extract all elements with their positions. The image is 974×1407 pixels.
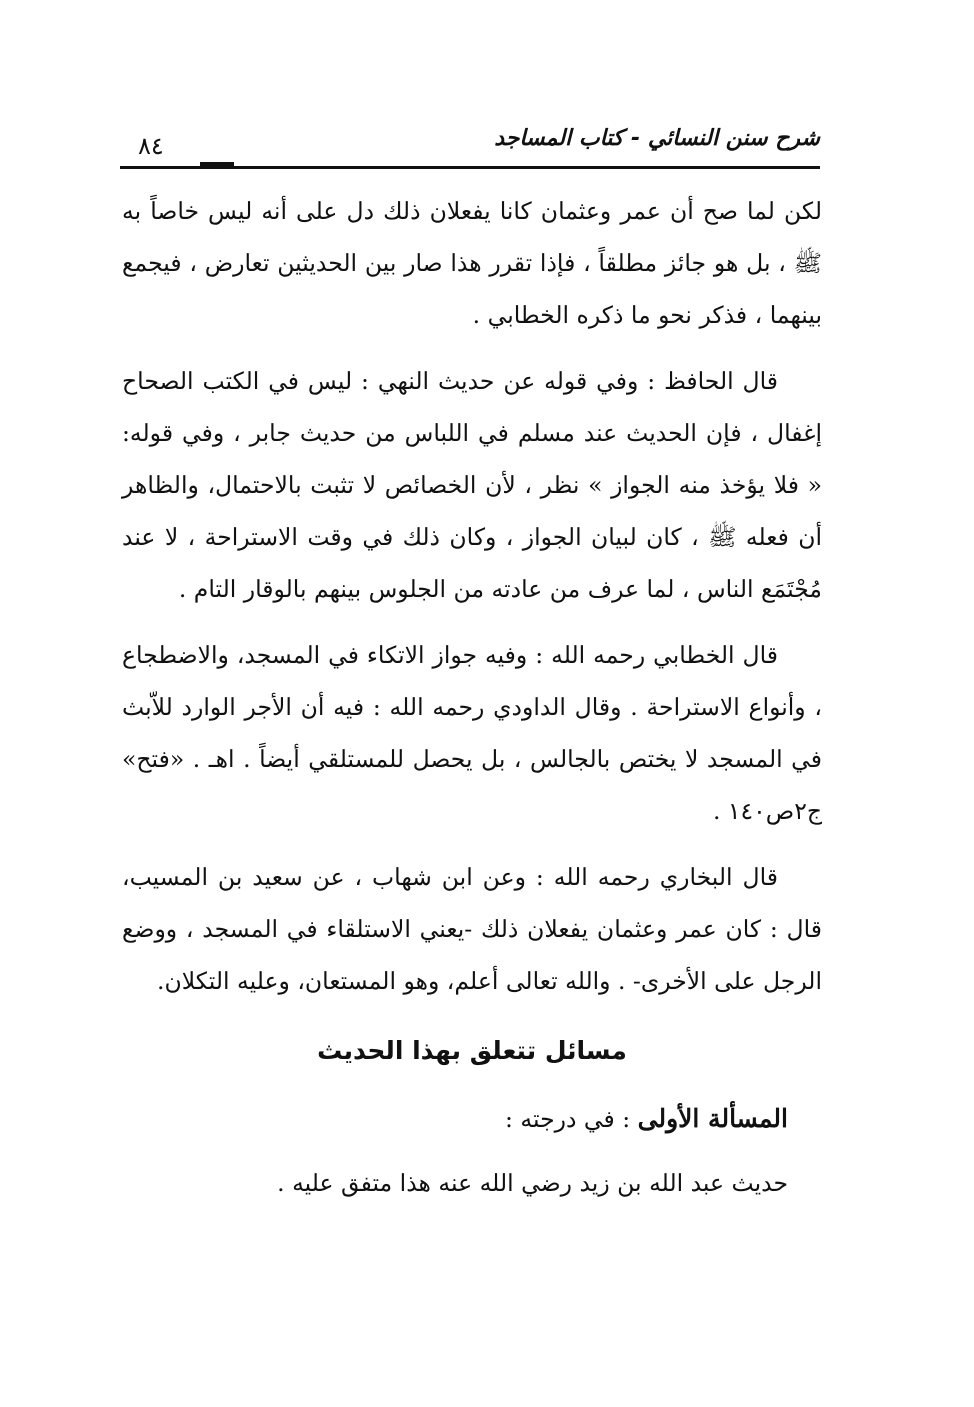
paragraph-1: لكن لما صح أن عمر وعثمان كانا يفعلان ذلك دل على أنه ليس خاصاً به ﷺ ، بل هو جائز مطلقاً ، فإذا تقرر هذا صار بين الحديثين تعارض ، فيجمع بينهما ، فذكر نحو ما ذكره الخطابي . xyxy=(122,197,822,329)
issue-text: حديث عبد الله بن زيد رضي الله عنه هذا متفق عليه . xyxy=(277,1169,788,1197)
section-heading: مسائل تتعلق بهذا الحديث xyxy=(317,1036,627,1065)
page-number: ٨٤ xyxy=(128,132,178,160)
page-number-dash xyxy=(200,162,234,167)
issue-label: المسألة الأولى xyxy=(637,1104,788,1133)
paragraph-2: قال الحافظ : وفي قوله عن حديث النهي : ليس في الكتب الصحاح إغفال ، فإن الحديث عند مسلم في اللباس من حديث جابر ، وفي قوله: « فلا يؤخذ منه الجواز » نظر ، لأن الخصائص لا تثبت بالاحتمال، والظاهر أن فعله ﷺ ، كان لبيان الجواز ، وكان ذلك في وقت الاستراحة ، لا عند مُجْتَمَع الناس ، لما عرف من عادته من الجلوس بينهم بالوقار التام . xyxy=(122,367,823,603)
paragraph-3: قال الخطابي رحمه الله : وفيه جواز الاتكاء في المسجد، والاضطجاع ، وأنواع الاستراحة . وقال الداودي رحمه الله : فيه أن الأجر الوارد للاّبث في المسجد لا يختص بالجالس ، بل يحصل للمستلقي أيضاً . اهـ . «فتح» ج٢ص١٤٠ . xyxy=(122,641,822,825)
paragraph-4: قال البخاري رحمه الله : وعن ابن شهاب ، عن سعيد بن المسيب، قال : كان عمر وعثمان يفعلان ذلك -يعني الاستلقاء في المسجد ، ووضع الرجل على الأخرى- . والله تعالى أعلم، وهو المستعان، وعليه التكلان. xyxy=(122,863,822,995)
page-body xyxy=(122,185,822,1215)
running-title: شرح سنن النسائي - كتاب المساجد xyxy=(494,126,820,151)
page-header xyxy=(120,122,820,172)
issue-topic: : في درجته : xyxy=(505,1105,631,1133)
issue-line xyxy=(122,1087,788,1151)
